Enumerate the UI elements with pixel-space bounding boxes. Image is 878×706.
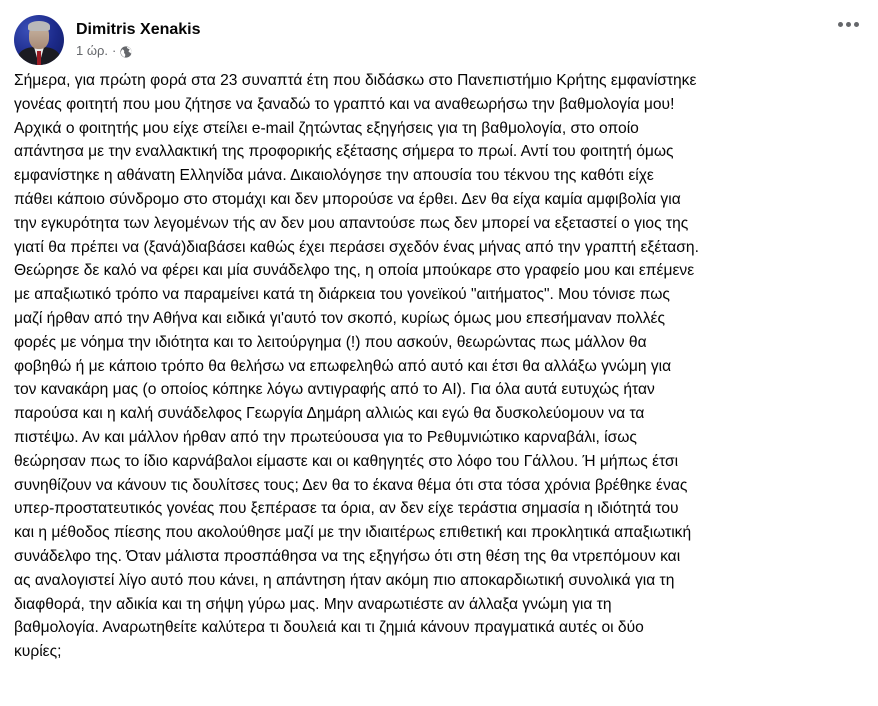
post-text-line: Αρχικά ο φοιτητής μου είχε στείλει e-mail ζητώντας εξηγήσεις για τη βαθμολογία, στο οποίο [14, 119, 639, 137]
post-text-line: και η μέθοδος πίεσης που ακολούθησε μαζί με την ιδιαιτέρως επιθετική και προκλητικά απαξιωτική [14, 524, 692, 542]
post-text-line: Σήμερα, για πρώτη φορά στα 23 συναπτά έτη που διδάσκω στο Πανεπιστήμιο Κρήτης εμφανίστηκε [14, 72, 697, 89]
more-options-button[interactable] [830, 10, 866, 38]
author-name-link[interactable]: Dimitris Xenakis [76, 21, 201, 38]
post-subline [76, 42, 201, 60]
post-text-line: πιστέψω. Αν και μάλλον ήρθαν από την πρωτεύουσα για το Ρεθυμνιώτικο καρναβάλι, ίσως [14, 428, 637, 446]
post-text-line: υπερ-προστατευτικός γονέας που ξεπέρασε τα όρια, αν δεν είχε τεράστια σημασία η ιδιότητά του [14, 500, 679, 518]
post-text-line: εμφανίστηκε η αθάνατη Ελληνίδα μάνα. Δικαιολόγησε την απουσία του τέκνου της καθότι είχε [14, 167, 654, 185]
post-text [14, 69, 874, 664]
more-options-icon [838, 22, 843, 27]
post-text-line: πάθει κάποιο σύνδρομο στο στομάχι και δεν μπορούσε να έρθει. Δεν θα είχα καμία αμφιβολία για [14, 190, 681, 208]
post-text-line: την εγκυρότητα των λεγομένων τής αν δεν μου απαντούσε πως δεν μπορεί να εξεταστεί ο γιος της [14, 214, 689, 232]
post-text-line: συνάδελφο της. Όταν μάλιστα προσπάθησα να της εξηγήσω ότι στη θέση της θα ντρεπόμουν και [14, 547, 681, 565]
post-text-line: μαζί ήρθαν από την Αθήνα και ειδικά γι'αυτό τον σκοπό, κυρίως όμως μου επεσήμαναν πολλές [14, 309, 665, 327]
post-text-line: κυρίες; [14, 643, 62, 661]
post-text-line: διαφθορά, την αδικία και τη σήψη γύρω μας. Μην αναρωτιέστε αν άλλαξα γνώμη για τη [14, 595, 612, 613]
post-text-line: γιατί θα πρέπει να (ξανά)διαβάσει καθώς έχει περάσει σχεδόν ένας μήνας από την γραπτή εξέταση. [14, 238, 699, 256]
post-text-line: φορές με νόημα την ιδιότητα και το λειτούργημα (!) που ασκούν, θεωρώντας πως μάλλον θα [14, 333, 647, 351]
post-text-line: γονέας φοιτητή που μου ζήτησε να ξαναδώ το γραπτό και να αναθεωρήσω την βαθμολογία μου! [14, 95, 675, 113]
post-meta [76, 20, 201, 60]
author-avatar[interactable] [14, 15, 64, 65]
post-text-line: Θεώρησε δε καλό να φέρει και μία συνάδελφο της, η οποία μπούκαρε στο γραφείο μου και επέμενε [14, 262, 695, 280]
more-options-icon-dot [846, 22, 851, 27]
post-text-line: βαθμολογία. Αναρωτηθείτε καλύτερα τι δουλειά και τι ζημιά κάνουν πραγματικά αυτές οι δύο [14, 619, 644, 637]
post-text-line: τον κανακάρη μας (ο οποίος κόπηκε λόγω αντιγραφής από το AI). Για όλα αυτά ευτυχώς ήταν [14, 381, 655, 399]
post-text-line: παρούσα και η καλή συνάδελφος Γεωργία Δημάρη αλλιώς και εγώ θα δυσκολεύομουν να τα [14, 405, 645, 423]
post-text-line: θεώρησαν πως το ίδιο καρνάβαλοι είμαστε και οι καθηγητές στο λόφο του Γάλλου. Ή μήπως έτσι [14, 452, 679, 470]
separator-dot: · [112, 43, 117, 58]
post-text-line: φοβηθώ ή με κάποιο τρόπο θα θελήσω να επωφεληθώ από αυτό και έτσι θα αλλάξω γνώμη για [14, 357, 672, 375]
more-options-icon-dot [854, 22, 859, 27]
post-text-line: με απαξιωτικό τρόπο να παραμείνει κατά τη διάρκεια του γονεϊκού "αιτήματος". Μου τόνισε πως [14, 286, 670, 304]
post-header [14, 14, 864, 66]
avatar-tie-shape [37, 51, 41, 65]
post-timestamp-link[interactable]: 1 ώρ. [76, 43, 108, 58]
post-text-line: συνηθίζουν να κάνουν τις δουλίτσες τους; Δεν θα το έκανα θέμα ότι στα τόσα χρόνια βρέθηκε ένας [14, 476, 688, 494]
avatar-hair-shape [28, 21, 50, 31]
globe-icon[interactable] [120, 45, 132, 57]
post-text-line: ας αναλογιστεί λίγο αυτό που κάνει, η απάντηση ήταν ακόμη πιο αποκαρδιωτική συνολικά για τη [14, 571, 675, 589]
post-text-line: απάντησα με την εναλλακτική της προφορικής εξέτασης σήμερα το πρωί. Αντί του φοιτητή όμως [14, 143, 674, 161]
